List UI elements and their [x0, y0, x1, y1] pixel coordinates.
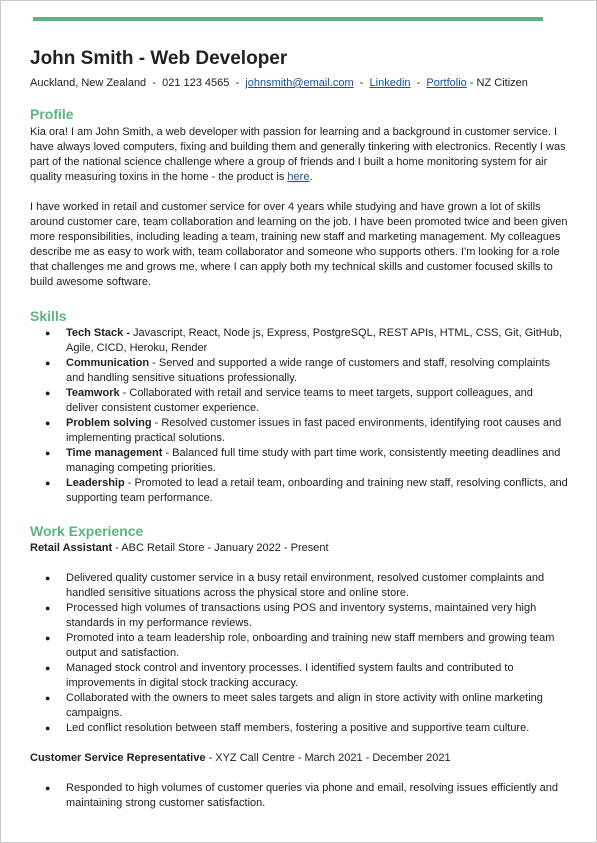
profile-paragraph-1-text: Kia ora! I am John Smith, a web developer with passion for learning and a background in customer service. I have always loved computers, fixing and building them and generally tinkering with electronics. Recently I was part of the national science challenge where a group of friends and I built a home monitoring system for air quality measuring toxins in the home - the product is: [30, 126, 566, 183]
title-separator: -: [133, 48, 151, 69]
skill-desc: Javascript, React, Node js, Express, PostgreSQL, REST APIs, HTML, CSS, Git, GitHub, Agile, CICD, Heroku, Render: [66, 327, 562, 354]
job-bullet: ● Collaborated with the owners to meet sales targets and align in store activity with online marketing campaigns.: [30, 691, 568, 721]
job-bullets-call-centre: [30, 781, 568, 811]
product-link[interactable]: here: [287, 171, 310, 183]
skills-heading: Skills: [30, 308, 67, 324]
candidate-name: John Smith: [30, 48, 134, 69]
job-bullet: ● Responded to high volumes of customer queries via phone and email, resolving issues efficiently and maintaining strong customer satisfaction.: [30, 781, 568, 811]
job-bullet: ● Delivered quality customer service in a busy retail environment, resolved customer complaints and handled sensitive situations across the physical store and online store.: [30, 571, 568, 601]
profile-paragraph-2: I have worked in retail and customer service for over 4 years while studying and have grown a lot of skills around customer care, team collaboration and learning on the job. I have been promoted twice and been given more responsibilities, including leading a team, training new staff and marketing management. My colleagues describe me as easy to work with, team collaborator and someone who supports others. I'm looking for a role that challenges me and grows me, where I can apply both my technical skills and customer focused skills to build awesome software.: [30, 201, 568, 288]
skill-desc: - Served and supported a wide range of customers and staff, resolving complaints and handling sensitive situations professionally.: [66, 357, 551, 384]
linkedin-link[interactable]: Linkedin: [369, 77, 411, 89]
skill-name: Leadership: [66, 477, 125, 489]
skill-item: [30, 446, 568, 476]
skill-name: Problem solving: [66, 417, 152, 429]
skills-list: [30, 326, 568, 506]
skill-name: Tech Stack -: [66, 327, 134, 339]
job-heading-call-centre: [30, 751, 568, 766]
contact-citizenship: NZ Citizen: [476, 77, 528, 89]
skill-item: [30, 476, 568, 506]
job-title: Retail Assistant: [30, 542, 113, 554]
portfolio-link[interactable]: Portfolio: [426, 77, 467, 89]
skill-desc: - Resolved customer issues in fast paced environments, identifying root causes and implementing practical solutions.: [66, 417, 562, 444]
contact-line: Auckland, New Zealand - 021 123 4565 - johnsmith@email.com - Linkedin - Portfolio - NZ Citizen: [30, 77, 528, 89]
skill-name: Time management: [66, 447, 163, 459]
contact-location: Auckland, New Zealand: [30, 77, 147, 89]
job-meta: - XYZ Call Centre - March 2021 - December 2021: [205, 752, 451, 764]
skill-name: Teamwork: [66, 387, 120, 399]
resume-content: [30, 46, 568, 811]
skill-desc: - Collaborated with retail and service teams to meet targets, support colleagues, and deliver consistent customer experience.: [66, 387, 533, 414]
email-link[interactable]: johnsmith@email.com: [245, 77, 354, 89]
skill-name: Communication: [66, 357, 150, 369]
accent-bar: [33, 17, 543, 21]
job-bullet: ● Managed stock control and inventory processes. I identified system faults and contributed to improvements in digital stock tracking accuracy.: [30, 661, 568, 691]
job-bullet: ● Processed high volumes of transactions using POS and inventory systems, maintained very high standards in my performance reviews.: [30, 601, 568, 631]
skill-item: [30, 416, 568, 446]
job-heading-retail: [30, 541, 568, 556]
skill-desc: - Balanced full time study with part time work, consistently meeting deadlines and managing competing priorities.: [66, 447, 561, 474]
job-title: Customer Service Representative: [30, 752, 206, 764]
job-bullet: ● Promoted into a team leadership role, onboarding and training new staff members and growing team output and satisfaction.: [30, 631, 568, 661]
contact-phone: 021 123 4565: [162, 77, 230, 89]
skill-item: [30, 326, 568, 356]
profile-paragraph-1: [30, 125, 568, 185]
skill-item: [30, 356, 568, 386]
page-title: [30, 46, 568, 72]
job-bullets-retail: [30, 571, 568, 736]
job-meta: - ABC Retail Store - January 2022 - Present: [112, 542, 329, 554]
profile-paragraph-1-end: .: [309, 171, 313, 183]
skill-desc: - Promoted to lead a retail team, onboarding and training new staff, resolving conflicts, and supporting team performance.: [66, 477, 568, 504]
profile-heading: Profile: [30, 106, 74, 122]
work-experience-heading: Work Experience: [30, 523, 144, 539]
job-bullet: ● Led conflict resolution between staff members, fostering a positive and supportive team culture.: [30, 721, 568, 736]
candidate-role: Web Developer: [150, 48, 288, 69]
skill-item: [30, 386, 568, 416]
